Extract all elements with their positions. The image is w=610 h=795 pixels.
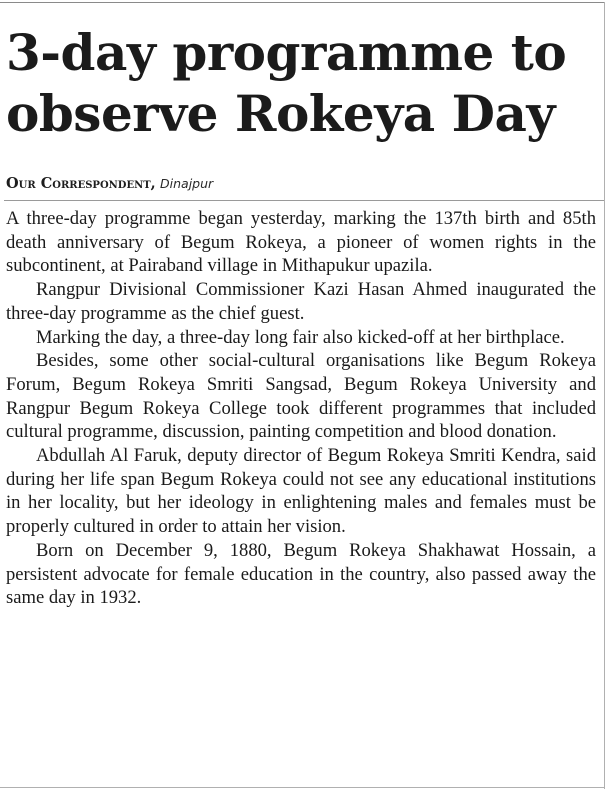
headline: 3-day programme to observe Rokeya Day <box>6 23 567 143</box>
byline-location: Dinajpur <box>160 176 214 191</box>
article-body <box>6 207 596 610</box>
byline-author: Our Correspondent, <box>6 175 156 192</box>
paragraph-6: Born on December 9, 1880, Begum Rokeya Shakhawat Hossain, a persistent advocate for female education in the country, also passed away the same day in 1932. <box>6 539 596 609</box>
paragraph-4: Besides, some other social-cultural organisations like Begum Rokeya Forum, Begum Rokeya Smriti Sangsad, Begum Rokeya University and Rangpur Begum Rokeya College took different programmes that included cultural programme, discussion, painting competition and blood donation. <box>6 350 596 443</box>
bottom-border-rule <box>0 787 604 788</box>
paragraph-2: Rangpur Divisional Commissioner Kazi Hasan Ahmed inaugurated the three-day programme as the chief guest. <box>6 279 596 324</box>
paragraph-3: Marking the day, a three-day long fair also kicked-off at her birthplace. <box>36 326 565 348</box>
top-border-rule <box>0 2 604 3</box>
right-border-rule <box>604 2 605 789</box>
paragraph-5: Abdullah Al Faruk, deputy director of Begum Rokeya Smriti Kendra, said during her life span Begum Rokeya could not see any educational institutions in her locality, but her ideology in enlightening males and females must be properly cultured in order to attain her vision. <box>6 445 596 538</box>
byline <box>6 175 213 193</box>
byline-divider <box>4 200 604 201</box>
paragraph-1: A three-day programme began yesterday, marking the 137th birth and 85th death anniversary of Begum Rokeya, a pioneer of women rights in the subcontinent, at Pairaband village in Mithapukur upazila. <box>6 208 596 277</box>
